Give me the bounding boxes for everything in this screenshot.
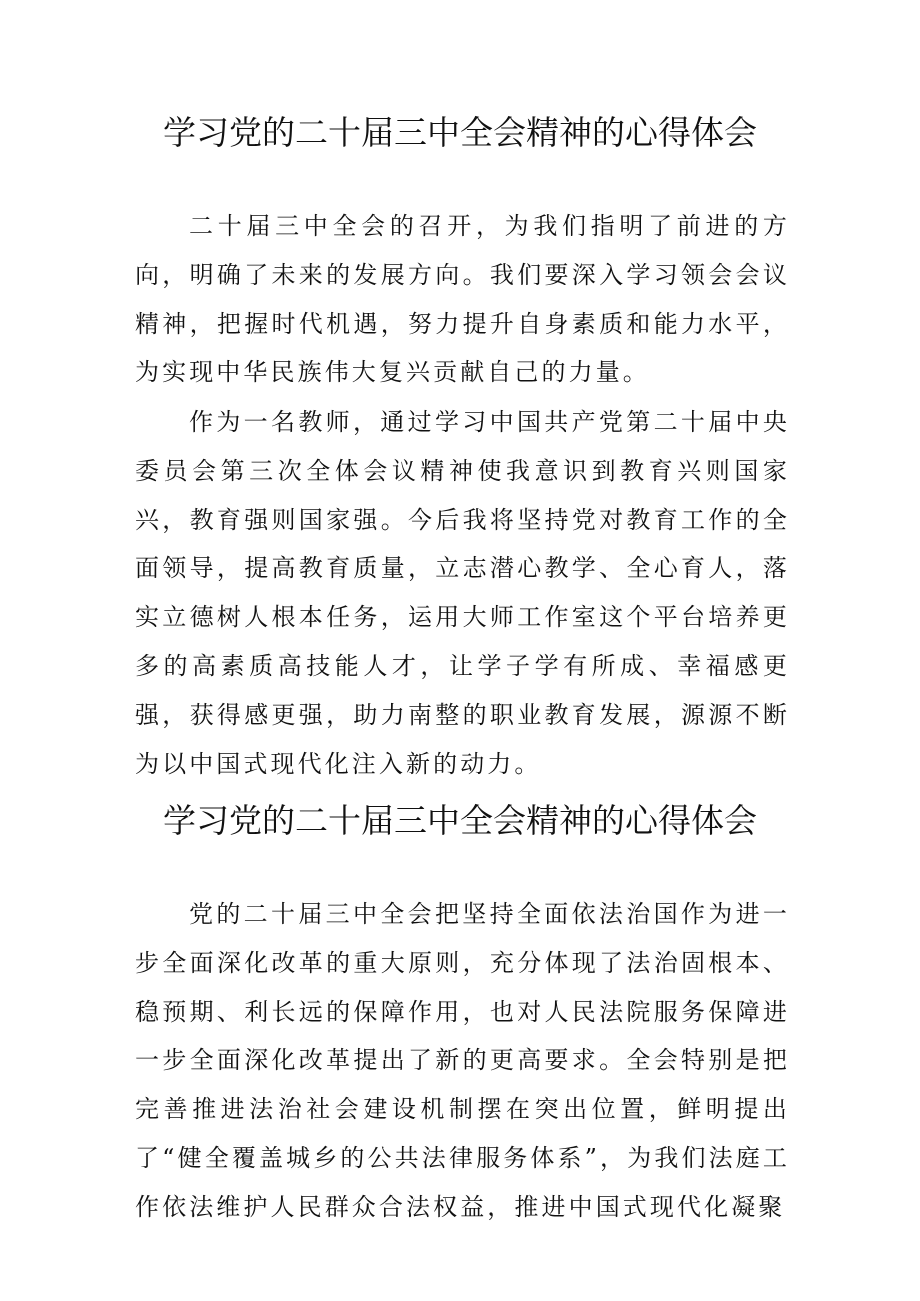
section-2-paragraph-1: 党的二十届三中全会把坚持全面依法治国作为进一步全面深化改革的重大原则，充分体现了法治固根本、稳预期、利长远的保障作用，也对人民法院服务保障进一步全面深化改革提出了新的更高要求。全会特别是把完善推进法治社会建设机制摆在突出位置，鲜明提出了“健全覆盖城乡的公共法律服务体系”，为我们法庭工作依法维护人民群众合法权益，推进中国式现代化凝聚	[135, 900, 790, 1221]
section-1-title: 学习党的二十届三中全会精神的心得体会	[163, 113, 757, 152]
section-2-title: 学习党的二十届三中全会精神的心得体会	[163, 801, 757, 840]
section-1-paragraph-2: 作为一名教师，通过学习中国共产党第二十届中央委员会第三次全体会议精神使我意识到教育兴则国家兴，教育强则国家强。今后我将坚持党对教育工作的全面领导，提高教育质量，立志潜心教学、全心育人，落实立德树人根本任务，运用大师工作室这个平台培养更多的高素质高技能人才，让学子学有所成、幸福感更强，获得感更强，助力南整的职业教育发展，源源不断为以中国式现代化注入新的动力。	[135, 408, 790, 778]
section-1-paragraph-1: 二十届三中全会的召开，为我们指明了前进的方向，明确了未来的发展方向。我们要深入学习领会会议精神，把握时代机遇，努力提升自身素质和能力水平，为实现中华民族伟大复兴贡献自己的力量。	[135, 212, 790, 387]
